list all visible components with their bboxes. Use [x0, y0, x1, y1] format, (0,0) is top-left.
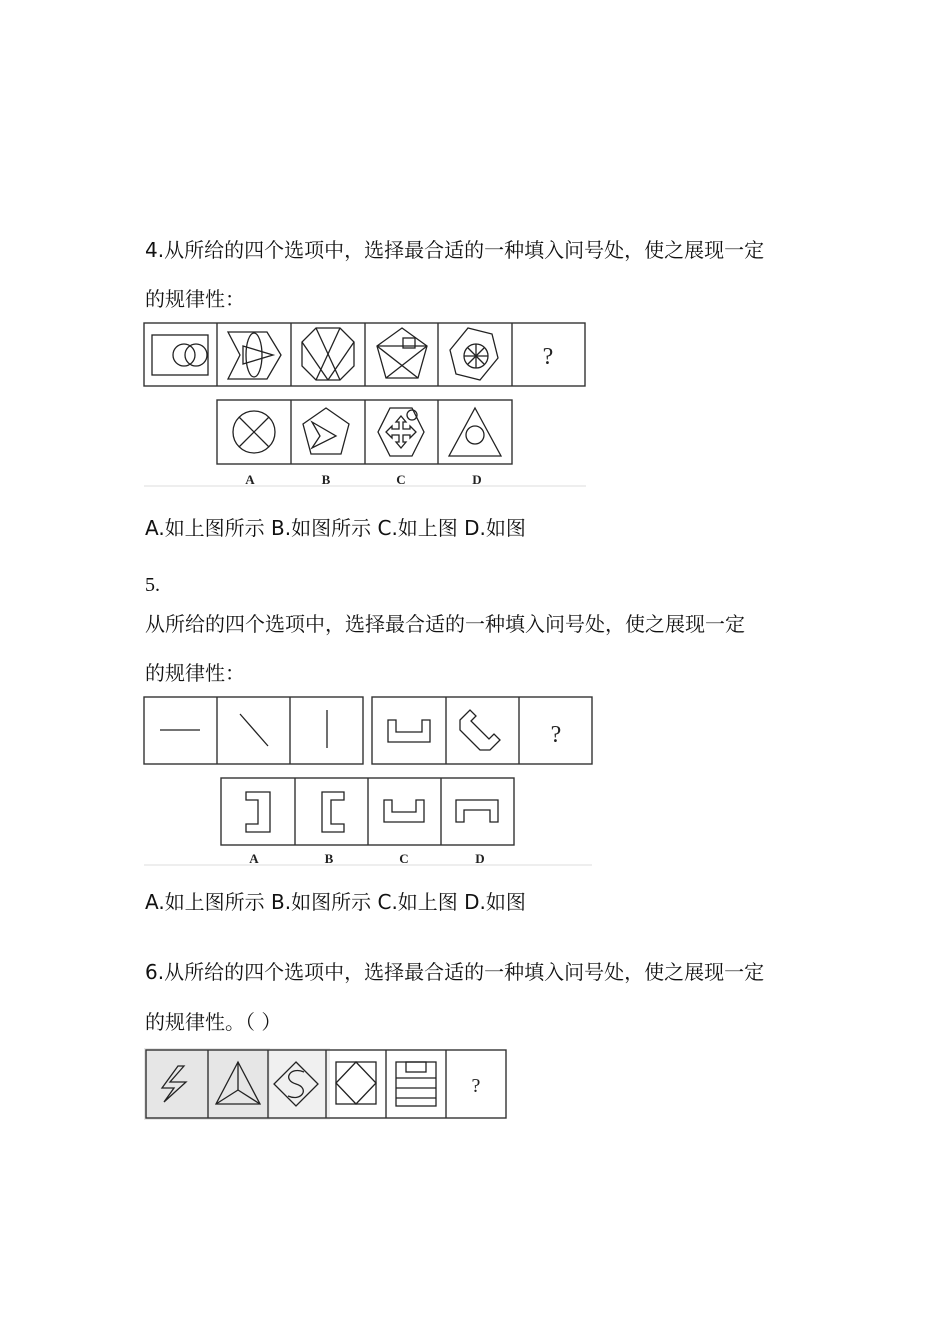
q5-option-d-shape[interactable] [456, 800, 498, 822]
q6-figure [140, 1044, 510, 1124]
q5-stem-line2: 的规律性： [145, 661, 245, 685]
q4-answer-choices: A.如上图所示 B.如图所示 C.如上图 D.如图 [145, 516, 526, 540]
q6-stem-line1: 6.从所给的四个选项中，选择最合适的一种填入问号处，使之展现一定 [145, 960, 765, 984]
q4-figure [140, 318, 590, 490]
q4-option-d-label: D [472, 472, 482, 487]
q5-shape-u [388, 720, 430, 742]
q5-shape-diagonal-line [240, 714, 268, 746]
q6-shape-box-bars [396, 1062, 436, 1106]
q4-shape-rect-circles [152, 335, 208, 375]
q4-option-b-label: B [321, 472, 331, 487]
q4-shape-hexagon-circle [450, 328, 498, 380]
q6-question-mark: ? [471, 1075, 481, 1097]
q5-figure [140, 692, 596, 870]
q4-shape-pentagon-square [377, 328, 427, 378]
q5-option-b-label: B [324, 851, 334, 866]
q4-stem-line2: 的规律性： [145, 287, 245, 311]
q4-option-c-label: C [396, 472, 406, 487]
q4-option-c-shape[interactable] [378, 408, 424, 456]
q5-option-c-shape[interactable] [384, 800, 424, 822]
q6-stem-line2: 的规律性。（ ） [145, 1010, 282, 1034]
q6-shape-square-diamond [336, 1062, 376, 1104]
q5-shape-rotated-u [460, 710, 500, 750]
q5-stem-line1: 从所给的四个选项中，选择最合适的一种填入问号处，使之展现一定 [145, 612, 745, 636]
q5-option-d-label: D [475, 851, 485, 866]
q4-question-mark: ? [542, 344, 554, 370]
q5-question-mark: ? [550, 722, 562, 748]
q4-stem-line1: 4.从所给的四个选项中，选择最合适的一种填入问号处，使之展现一定 [145, 238, 765, 262]
q5-option-b-shape[interactable] [322, 792, 344, 832]
q4-option-a-shape[interactable] [233, 411, 275, 453]
q5-number: 5. [145, 574, 160, 596]
q5-option-a-shape[interactable] [246, 792, 270, 832]
q5-option-a-label: A [249, 851, 259, 866]
q4-shape-arrow-ellipse [228, 332, 281, 379]
q4-option-b-shape[interactable] [303, 408, 349, 454]
q4-option-d-shape[interactable] [449, 408, 501, 456]
q4-shape-octagon-triangles [302, 328, 354, 380]
q5-option-c-label: C [399, 851, 409, 866]
q4-option-a-label: A [245, 472, 255, 487]
q5-answer-choices: A.如上图所示 B.如图所示 C.如上图 D.如图 [145, 890, 526, 914]
